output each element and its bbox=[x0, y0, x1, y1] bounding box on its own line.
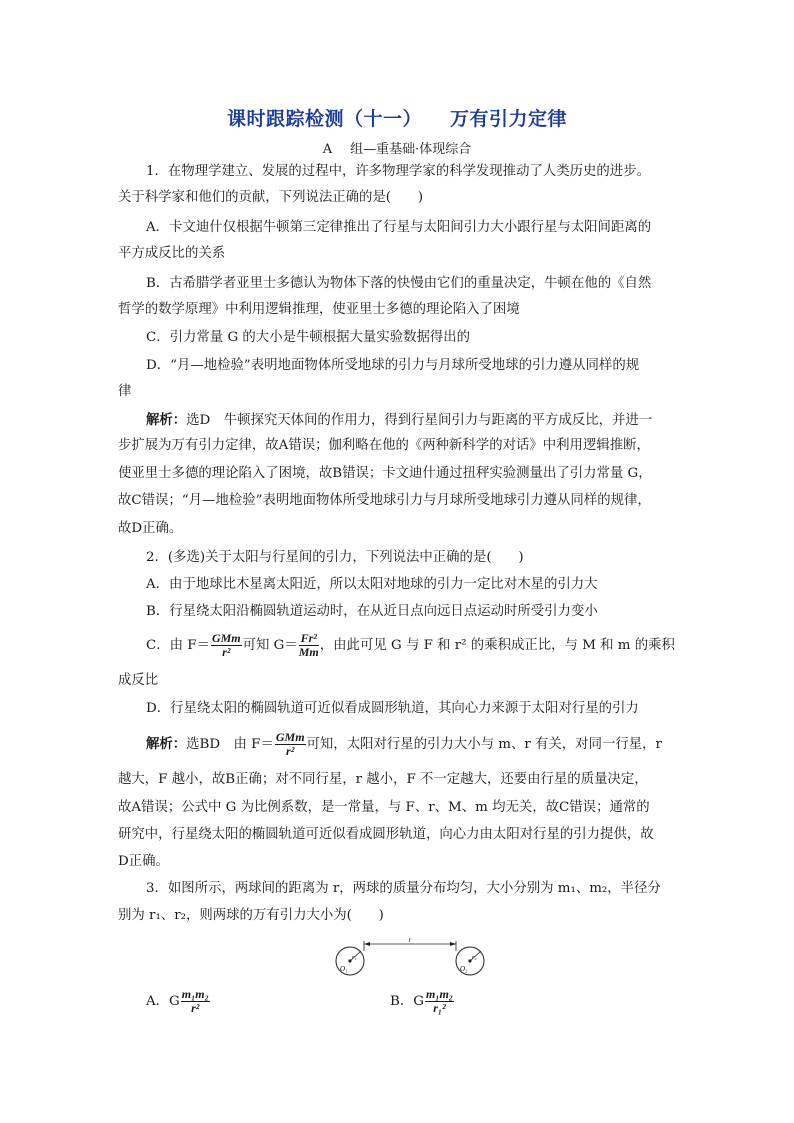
arrow-left bbox=[364, 942, 370, 946]
formula-numerator: Fr² bbox=[300, 631, 317, 645]
q2-answer-5: D正确。 bbox=[118, 854, 169, 869]
radius-label-2: r₂ bbox=[472, 955, 477, 961]
formula-denominator: Mm bbox=[298, 645, 319, 659]
q2-option-b: B．行星绕太阳沿椭圆轨道运动时，在从近日点向远日点运动时所受引力变小 bbox=[146, 604, 598, 619]
q2-option-c-2: 成反比 bbox=[118, 673, 159, 688]
two-spheres-figure bbox=[330, 933, 490, 981]
q3-option-b bbox=[390, 984, 455, 1020]
q3-option-a bbox=[146, 984, 211, 1020]
formula-option-a bbox=[181, 988, 210, 1015]
q3-stem-1: 3．如图所示，两球间的距离为 r，两球的质量分布均匀，大小分别为 m₁、m₂，半径分 bbox=[146, 881, 661, 896]
q2-answer-2: 越大，F 越小，故B正确；对不同行星，r 越小，F 不一定越大，还要由行星的质量决定， bbox=[118, 772, 648, 787]
formula-g bbox=[299, 632, 319, 659]
title-topic: 万有引力定律 bbox=[450, 108, 568, 130]
q1-option-a-1: A．卡文迪什仅根据牛顿第三定律推出了行星与太阳间引力大小跟行星与太阳间距离的 bbox=[146, 220, 652, 235]
formula-denominator: r₁² bbox=[433, 1001, 446, 1015]
radius-label-1: r₁ bbox=[352, 955, 357, 961]
q1-answer-label: 解析： bbox=[146, 412, 187, 428]
q1-answer-4: 故C错误；“月—地检验”表明地面物体所受地球引力与月球所受地球引力遵从同样的规律， bbox=[118, 493, 651, 508]
q2-c-pre: C．由 F＝ bbox=[146, 638, 210, 653]
q1-option-a-2: 平方成反比的关系 bbox=[118, 246, 226, 261]
section-name: 组—重基础·体现综合 bbox=[350, 142, 472, 157]
page-title bbox=[0, 104, 794, 131]
formula-denominator: r² bbox=[286, 744, 295, 758]
distance-label: r bbox=[408, 936, 412, 944]
formula-numerator: GMm bbox=[211, 631, 241, 645]
q2-answer-3: 故A错误；公式中 G 为比例系数，是一常量，与 F、r、M、m 均无关，故C错误；通常的 bbox=[118, 800, 650, 815]
q1-option-b-1: B．古希腊学者亚里士多德认为物体下落的快慢由它们的重量决定，牛顿在他的《自然 bbox=[146, 276, 652, 291]
q1-option-c: C．引力常量 G 的大小是牛顿根据大量实验数据得出的 bbox=[146, 330, 471, 345]
formula-denominator: r² bbox=[222, 645, 231, 659]
formula-gravity-answer bbox=[275, 731, 306, 758]
center-label-1: O₁ bbox=[340, 965, 348, 973]
q1-answer-text: 选D 牛顿探究天体间的作用力，得到行星间引力与距离的平方成反比，并进一 bbox=[186, 413, 653, 428]
q1-answer-2: 步扩展为万有引力定律，故A错误；伽利略在他的《两种新科学的对话》中利用逻辑推断， bbox=[118, 438, 650, 453]
q3-stem-2: 别为 r₁、r₂，则两球的万有引力大小为( ) bbox=[118, 908, 384, 923]
q1-answer-5: 故D正确。 bbox=[118, 521, 183, 536]
q1-option-d-2: 律 bbox=[118, 384, 132, 399]
formula-option-b bbox=[425, 988, 454, 1015]
q1-option-b-2: 哲学的数学原理》中利用逻辑推理，使亚里士多德的理论陷入了困境 bbox=[118, 302, 520, 317]
q1-option-d-1: D．“月—地检验”表明地面物体所受地球的引力与月球所受地球的引力遵从同样的规 bbox=[146, 358, 640, 373]
q3-b-label: B．G bbox=[390, 994, 424, 1009]
q1-stem-1: 1．在物理学建立、发展的过程中，许多物理学家的科学发现推动了人类历史的进步。 bbox=[146, 164, 650, 179]
q2-c-mid: 可知 G＝ bbox=[242, 638, 298, 653]
q2-option-d: D．行星绕太阳的椭圆轨道可近似看成圆形轨道，其向心力来源于太阳对行星的引力 bbox=[146, 701, 639, 716]
arrow-right bbox=[450, 942, 456, 946]
formula-numerator: GMm bbox=[275, 730, 305, 744]
title-main: 课时跟踪检测（十一） bbox=[226, 108, 422, 130]
q2-stem: 2．(多选)关于太阳与行星间的引力，下列说法中正确的是( ) bbox=[146, 550, 524, 565]
q2-answer-pre: 选BD 由 F＝ bbox=[186, 737, 274, 752]
section-heading bbox=[0, 138, 794, 157]
q1-answer-1 bbox=[146, 411, 652, 430]
q2-answer-label: 解析： bbox=[146, 736, 187, 752]
q1-stem-2: 关于科学家和他们的贡献，下列说法正确的是( ) bbox=[118, 190, 424, 205]
q2-answer-post: 可知，太阳对行星的引力大小与 m、r 有关，对同一行星，r bbox=[306, 737, 662, 752]
section-group: A bbox=[322, 142, 333, 157]
q1-answer-3: 使亚里士多德的理论陷入了困境，故B错误；卡文迪什通过扭秤实验测量出了引力常量 G， bbox=[118, 466, 652, 481]
q2-option-c bbox=[146, 628, 675, 664]
q2-option-a: A．由于地球比木星离太阳近，所以太阳对地球的引力一定比对木星的引力大 bbox=[146, 577, 598, 592]
formula-denominator: r² bbox=[191, 1001, 200, 1015]
formula-numerator: m₁m₂ bbox=[425, 987, 453, 1001]
q2-answer-4: 研究中，行星绕太阳的椭圆轨道可近似看成圆形轨道，向心力由太阳对行星的引力提供，故 bbox=[118, 827, 654, 842]
center-label-2: O₂ bbox=[460, 965, 468, 973]
q2-answer-1 bbox=[146, 726, 662, 763]
q3-a-label: A．G bbox=[146, 994, 180, 1009]
formula-numerator: m₁m₂ bbox=[181, 987, 209, 1001]
formula-gravity bbox=[211, 632, 242, 659]
q2-c-post: ，由此可见 G 与 F 和 r² 的乘积成正比，与 M 和 m 的乘积 bbox=[319, 638, 675, 653]
